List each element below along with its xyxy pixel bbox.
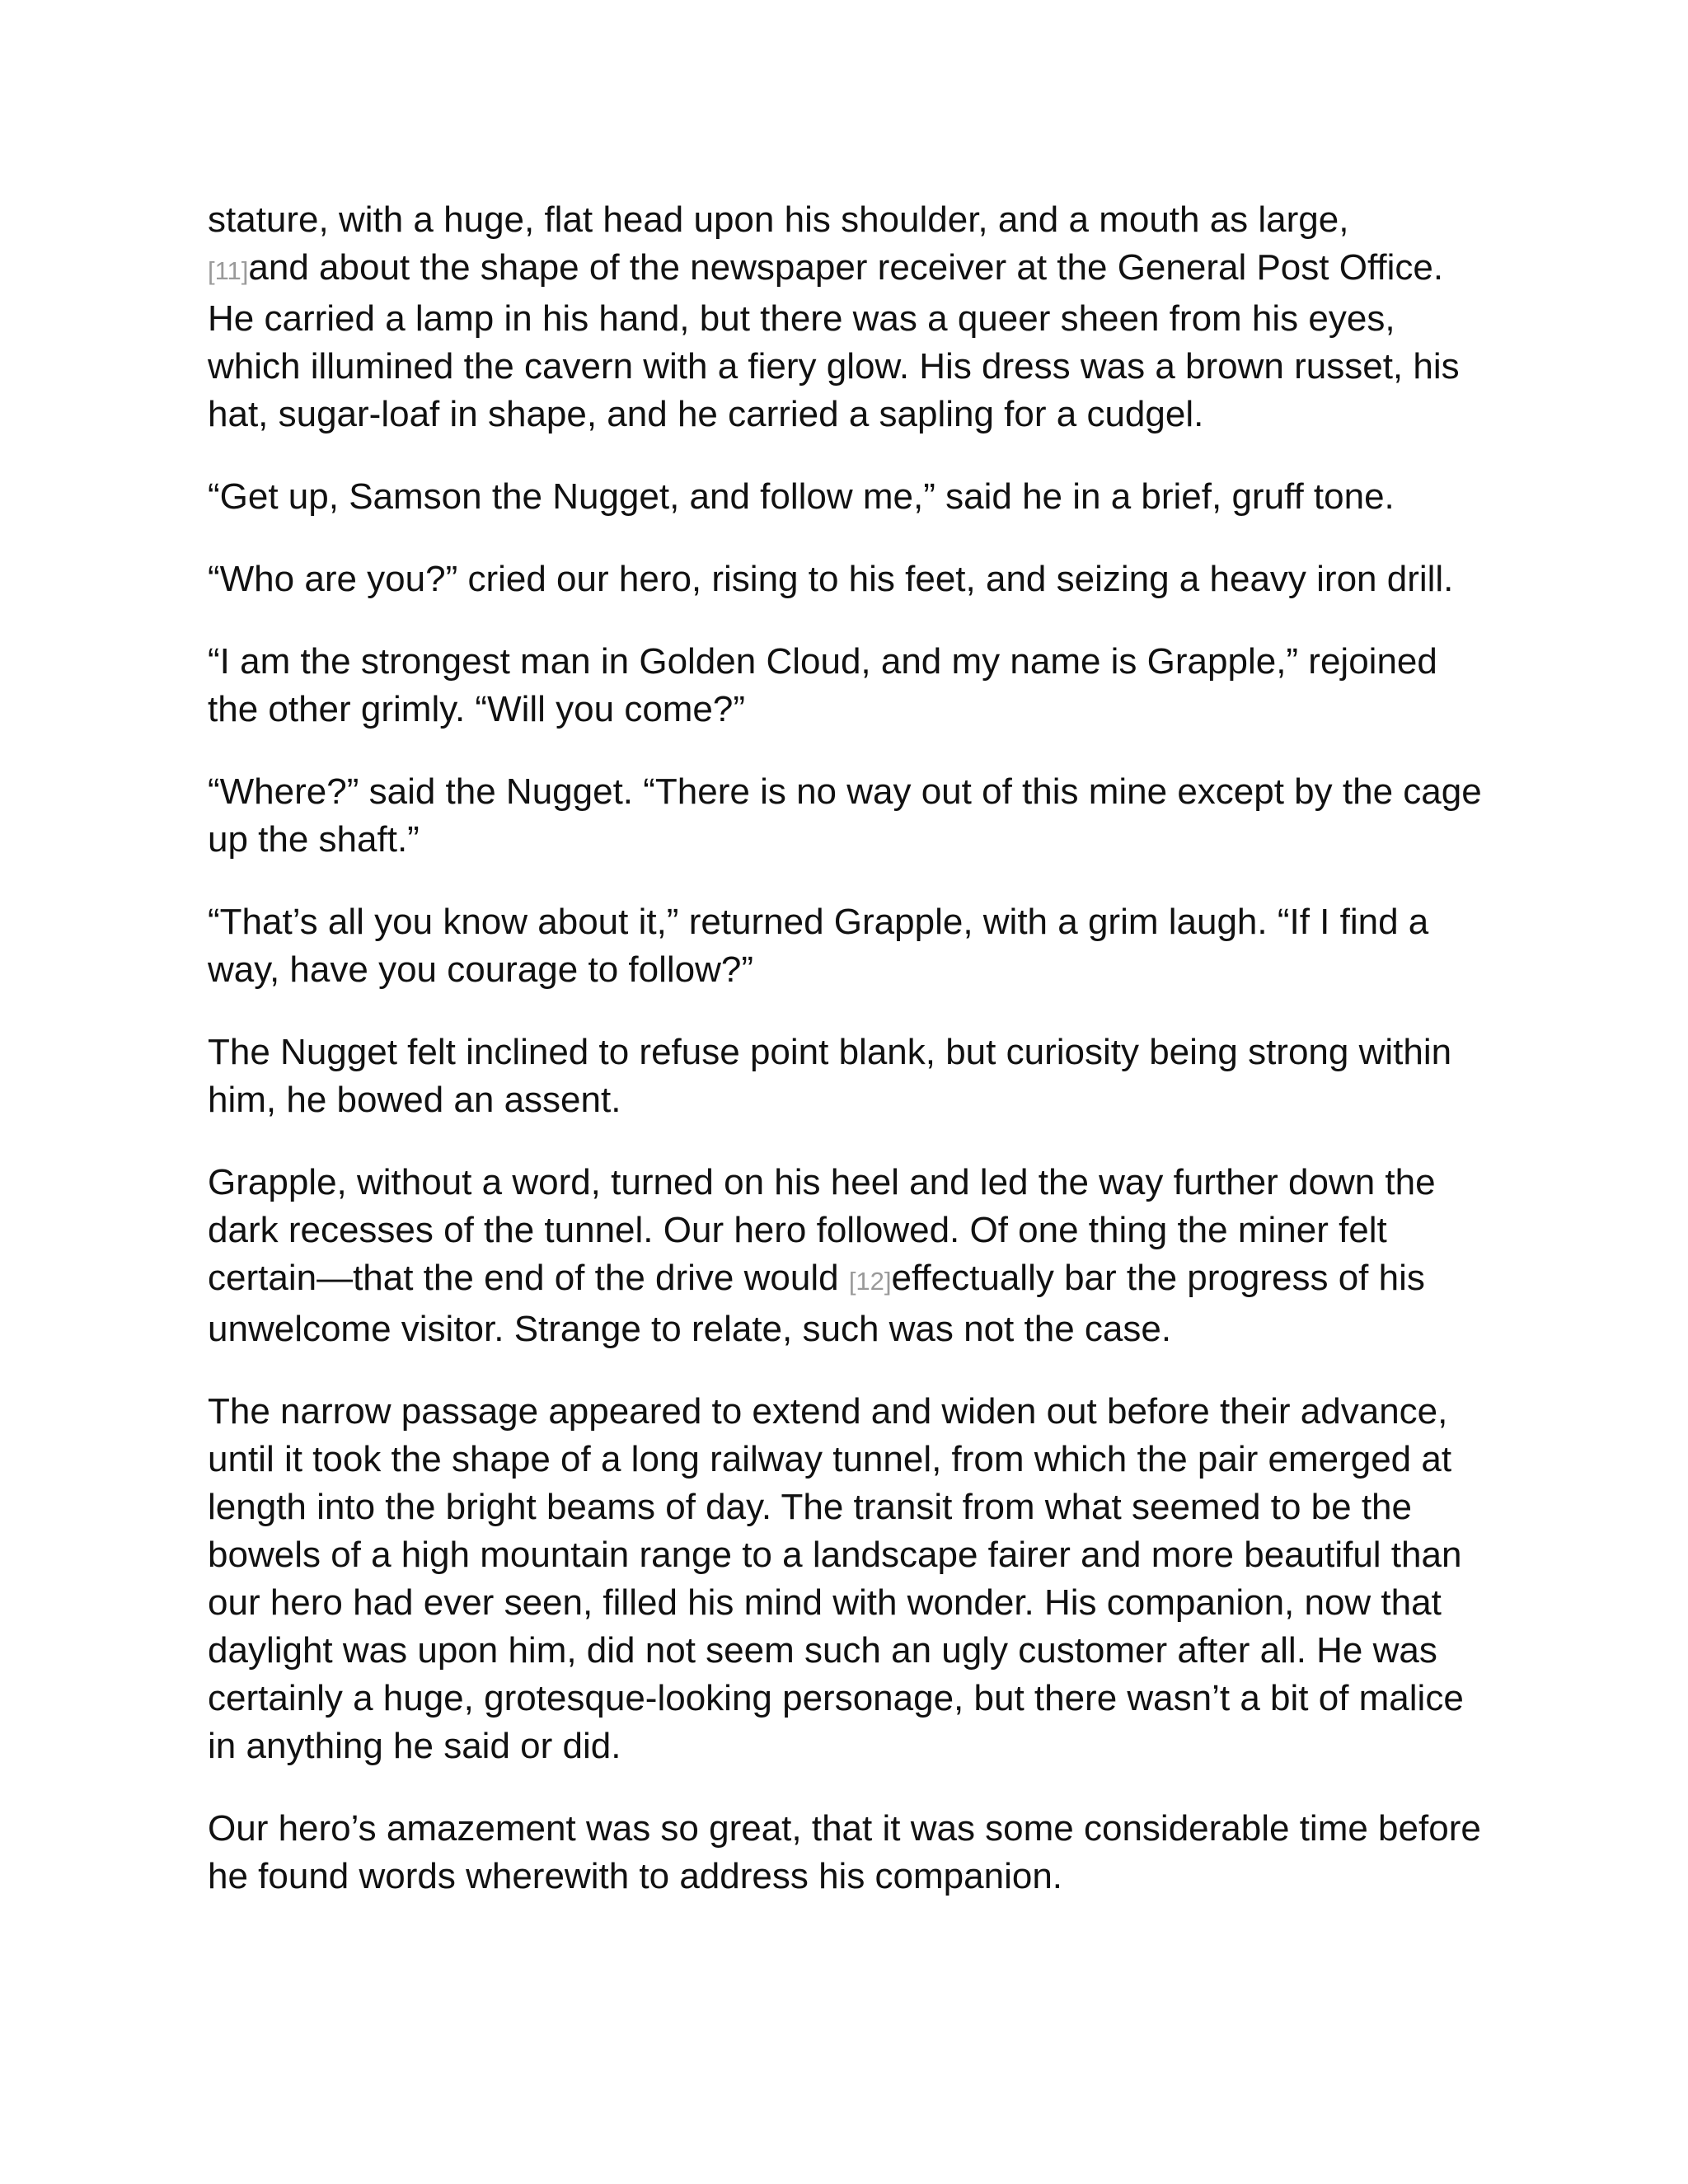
paragraph-7: The Nugget felt inclined to refuse point blank, but curiosity being strong within him, he bowed an assent. xyxy=(208,1032,1452,1120)
paragraph-8-text-after: effectually bar the progress of his unwelcome visitor. Strange to relate, such was not the case. xyxy=(208,1258,1425,1349)
paragraph-1-text-before: stature, with a huge, flat head upon his shoulder, and a mouth as large, xyxy=(208,199,1349,240)
page-number-marker-12[interactable]: [12] xyxy=(848,1267,892,1296)
paragraph-3: “Who are you?” cried our hero, rising to his feet, and seizing a heavy iron drill. xyxy=(208,559,1454,599)
paragraph-8-text-before: Grapple, without a word, turned on his heel and led the way further down the dark recesses of the tunnel. Our hero followed. Of one thing the miner felt certain—that the end of the drive would xyxy=(208,1162,1436,1298)
paragraph-1 xyxy=(208,196,1493,438)
paragraph-8 xyxy=(208,1159,1493,1353)
paragraph-1-text-after: and about the shape of the newspaper receiver at the General Post Office. He carried a lamp in his hand, but there was a queer sheen from his eyes, which illumined the cavern with a fiery glow. His dress was a brown russet, his hat, sugar-loaf in shape, and he carried a sapling for a cudgel. xyxy=(208,247,1460,434)
paragraph-2: “Get up, Samson the Nugget, and follow me,” said he in a brief, gruff tone. xyxy=(208,476,1395,517)
paragraph-9: The narrow passage appeared to extend and widen out before their advance, until it took the shape of a long railway tunnel, from which the pair emerged at length into the bright beams of day. The transit from what seemed to be the bowels of a high mountain range to a landscape fairer and more beautiful than our hero had ever seen, filled his mind with wonder. His companion, now that daylight was upon him, did not seem such an ugly customer after all. He was certainly a huge, grotesque-looking personage, but there wasn’t a bit of malice in anything he said or did. xyxy=(208,1391,1464,1766)
paragraph-10: Our hero’s amazement was so great, that it was some considerable time before he found words wherewith to address his companion. xyxy=(208,1808,1481,1896)
document-page xyxy=(208,196,1493,1935)
paragraph-4: “I am the strongest man in Golden Cloud, and my name is Grapple,” rejoined the other grimly. “Will you come?” xyxy=(208,641,1437,729)
page-number-marker-11[interactable]: [11] xyxy=(208,256,249,285)
paragraph-5: “Where?” said the Nugget. “There is no way out of this mine except by the cage up the shaft.” xyxy=(208,771,1482,860)
paragraph-6: “That’s all you know about it,” returned Grapple, with a grim laugh. “If I find a way, have you courage to follow?” xyxy=(208,902,1429,990)
